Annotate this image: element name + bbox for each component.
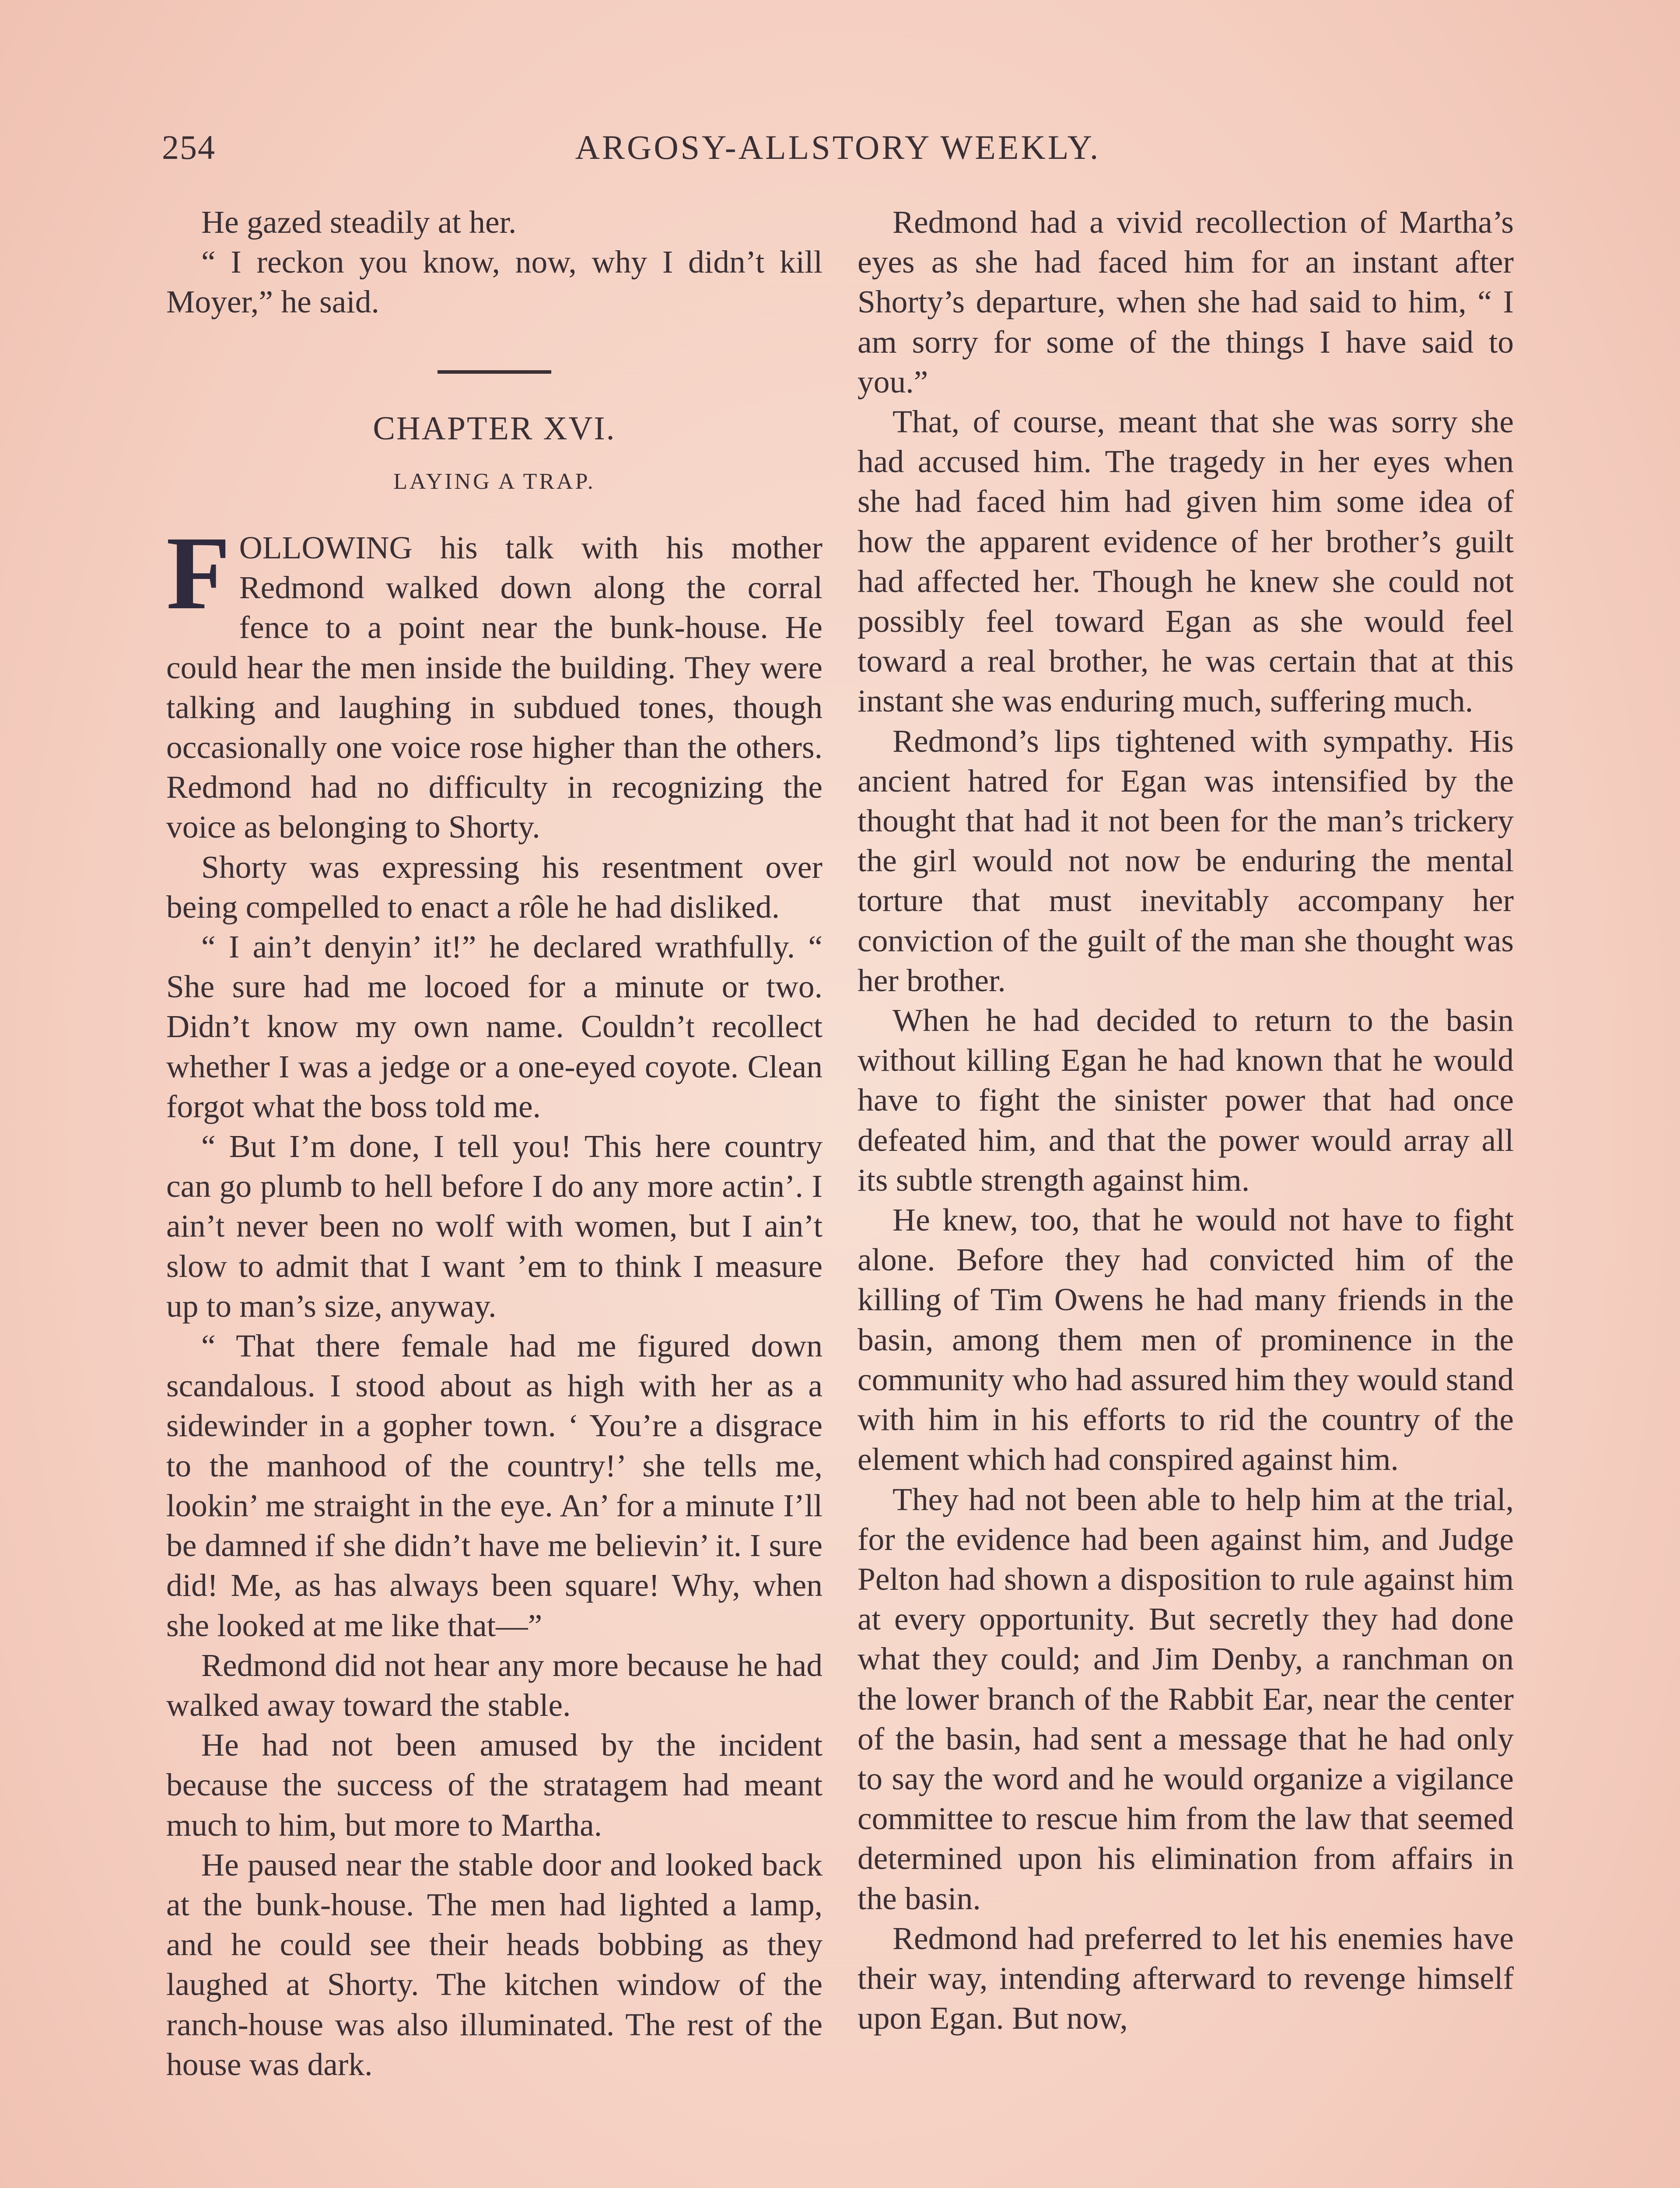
paragraph: “ I ain’t denyin’ it!” he declared wrathfully. “ She sure had me locoed for a minute or two. Didn’t know my own name. Couldn’t recollect whether I was a jedge or a one-eyed coyote. Clean forgot what the boss told me. bbox=[166, 929, 822, 1124]
drop-cap: F bbox=[166, 515, 231, 631]
chapter-subtitle: LAYING A TRAP. bbox=[393, 469, 595, 494]
paragraph: He knew, too, that he would not have to fight alone. Before they had convicted him of the killing of Tim Owens he had many friends in the basin, among them men of prominence in the community who had assured him they would stand with him in his efforts to rid the country of the element which had conspired against him. bbox=[858, 1202, 1514, 1477]
paragraph-text: OLLOWING his talk with his mother Redmond walked down along the corral fence to a point near the bunk-house. He could hear the men inside the building. They were talking and laughing in subdued tones, though occasionally one voice rose higher than the others. Redmond had no difficulty in recognizing the voice as belonging to Shorty. bbox=[166, 530, 822, 845]
page-number: 254 bbox=[162, 128, 216, 166]
paragraph: Redmond had preferred to let his enemies have their way, intending afterward to revenge himself upon Egan. But now, bbox=[858, 1920, 1514, 2036]
paragraph: “ But I’m done, I tell you! This here country can go plumb to hell before I do any more actin’. I ain’t never been no wolf with women, but I ain’t slow to admit that I want ’em to think I measure up to man’s size, anyway. bbox=[166, 1129, 822, 1324]
paragraph: Shorty was expressing his resentment over being compelled to enact a rôle he had disliked. bbox=[166, 849, 822, 925]
chapter-title: CHAPTER XVI. bbox=[373, 410, 616, 447]
page-header bbox=[162, 128, 1514, 176]
paragraph: Redmond’s lips tightened with sympathy. His ancient hatred for Egan was intensified by the thought that had it not been for the man’s trickery the girl would not now be enduring the mental torture that must inevitably accompany her conviction of the guilt of the man she thought was her brother. bbox=[858, 723, 1514, 998]
paragraph: He paused near the stable door and looked back at the bunk-house. The men had lighted a lamp, and he could see their heads bobbing as they laughed at Shorty. The kitchen window of the ranch-house was also illuminated. The rest of the house was dark. bbox=[166, 1847, 822, 2082]
paragraph: Redmond had a vivid recollection of Martha’s eyes as she had faced him for an instant after Shorty’s departure, when she had said to him, “ I am sorry for some of the things I have said to you.” bbox=[858, 204, 1514, 400]
paragraph: He gazed steadily at her. bbox=[201, 204, 517, 240]
paragraph: They had not been able to help him at the trial, for the evidence had been against him, and Judge Pelton had shown a disposition to rule against him at every opportunity. But secretly they had done what they could; and Jim Denby, a ranchman on the lower branch of the Rabbit Ear, near the center of the basin, had sent a message that he had only to say the word and he would organize a vigilance committee to rescue him from the law that seemed determined upon his elimination from affairs in the basin. bbox=[858, 1481, 1514, 1916]
paragraph: “ That there female had me figured down scandalous. I stood about as high with her as a sidewinder in a gopher town. ‘ You’re a disgrace to the manhood of the country!’ she tells me, lookin’ me straight in the eye. An’ for a minute I’ll be damned if she didn’t have me believin’ it. I sure did! Me, as has always been square! Why, when she looked at me like that—” bbox=[166, 1328, 822, 1643]
paragraph: Redmond did not hear any more because he had walked away toward the stable. bbox=[166, 1647, 822, 1723]
right-column bbox=[858, 202, 1514, 2038]
left-column bbox=[166, 202, 822, 2084]
chapter-opening-paragraph bbox=[166, 515, 822, 847]
paragraph: When he had decided to return to the basin without killing Egan he had known that he would have to fight the sinister power that had once defeated him, and that the power would array all its subtle strength against him. bbox=[858, 1003, 1514, 1198]
paragraph: That, of course, meant that she was sorry she had accused him. The tragedy in her eyes when she had faced him had given him some idea of how the apparent evidence of her brother’s guilt had affected her. Though he knew she could not possibly feel toward Egan as she would feel toward a real brother, he was certain that at this instant she was enduring much, suffering much. bbox=[858, 404, 1514, 719]
running-head: ARGOSY-ALLSTORY WEEKLY. bbox=[575, 128, 1101, 166]
section-divider bbox=[438, 370, 551, 374]
paragraph: “ I reckon you know, now, why I didn’t kill Moyer,” he said. bbox=[166, 244, 822, 320]
paragraph: He had not been amused by the incident because the success of the stratagem had meant much to him, but more to Martha. bbox=[166, 1727, 822, 1843]
